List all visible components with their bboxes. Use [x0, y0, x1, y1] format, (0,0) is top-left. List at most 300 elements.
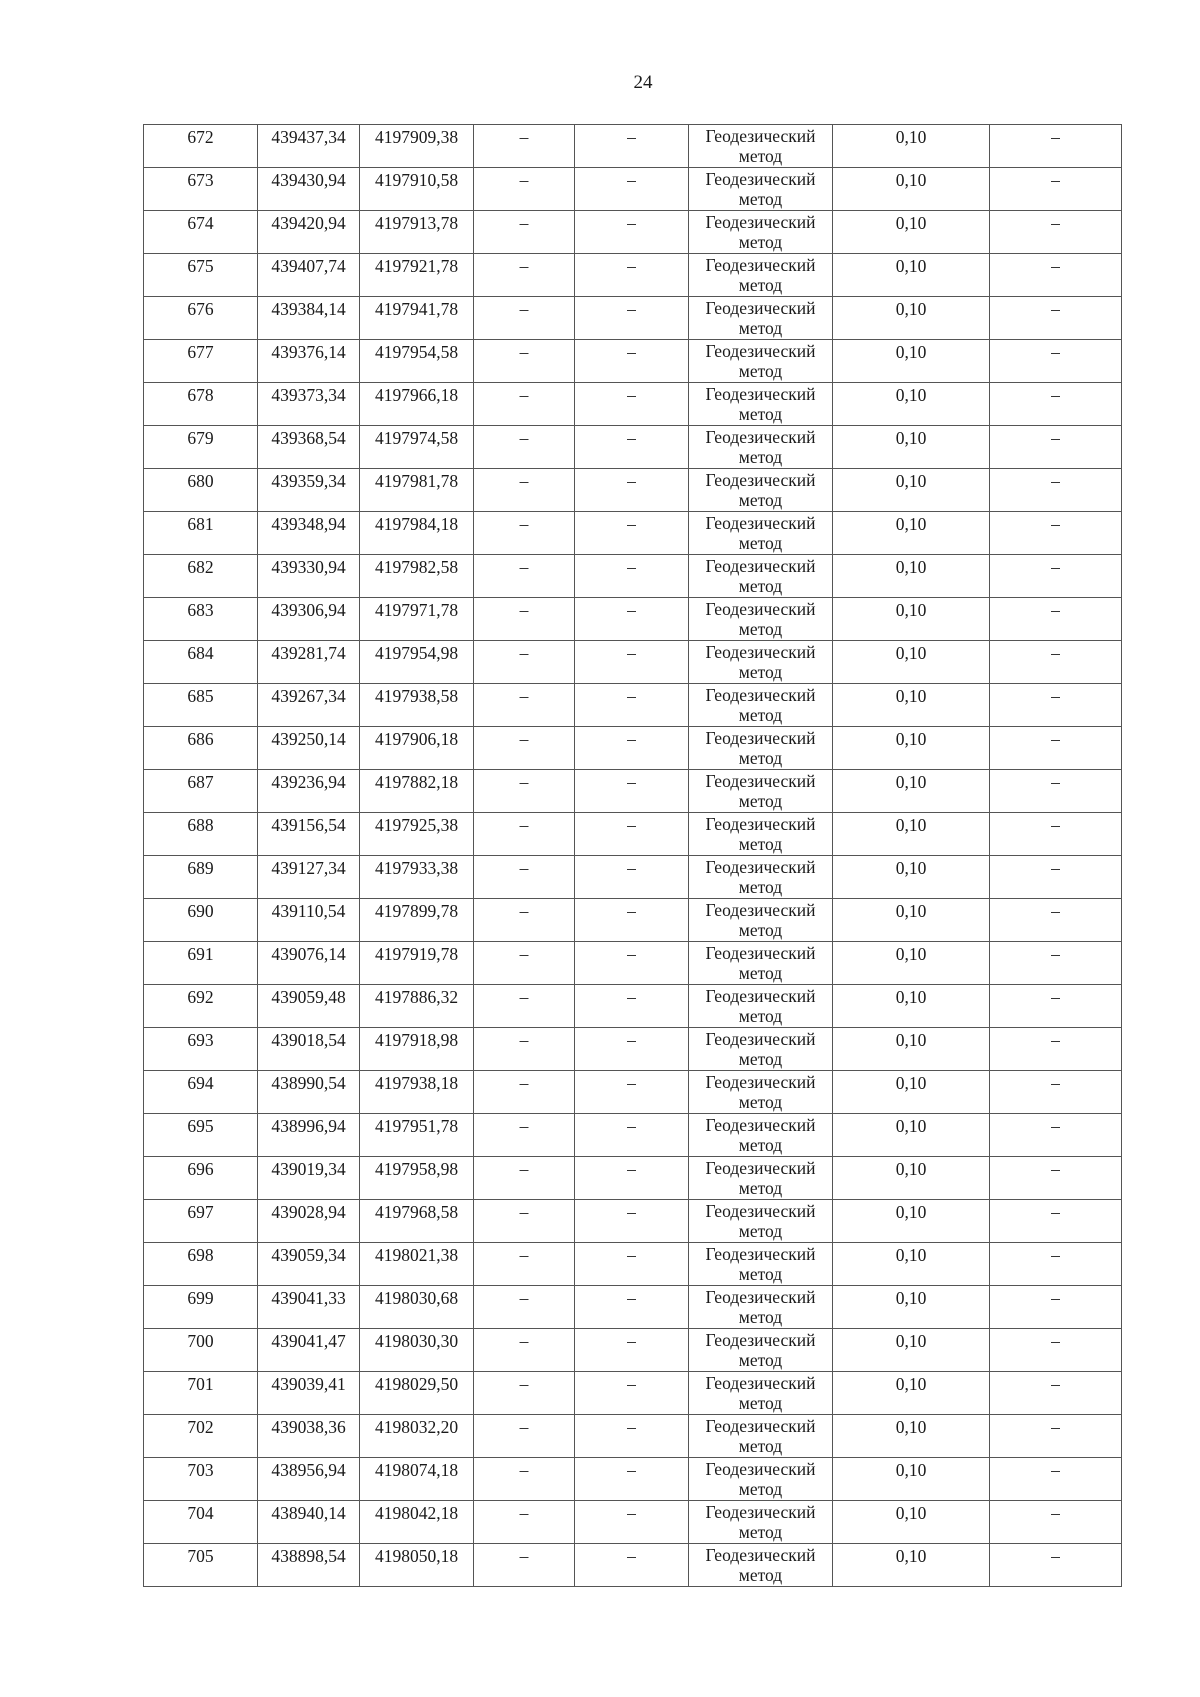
- dash-cell-text: –: [627, 170, 636, 190]
- point-number-cell: [144, 684, 258, 727]
- method-cell: [689, 168, 833, 211]
- method-cell-text: Геодезический метод: [705, 1287, 816, 1327]
- dash-cell: [474, 598, 575, 641]
- x-coordinate-cell: [258, 512, 360, 555]
- dash-cell-text: –: [1051, 1245, 1060, 1265]
- dash-cell: [575, 985, 689, 1028]
- method-cell: [689, 1028, 833, 1071]
- point-number-cell: [144, 1157, 258, 1200]
- accuracy-cell: [833, 1200, 990, 1243]
- dash-cell: [575, 125, 689, 168]
- point-number-cell: [144, 297, 258, 340]
- dash-cell-text: –: [627, 385, 636, 405]
- x-coordinate-cell: [258, 1286, 360, 1329]
- accuracy-cell-text: 0,10: [895, 1116, 927, 1136]
- x-coordinate-cell: [258, 469, 360, 512]
- point-number-cell-text: 696: [187, 1159, 214, 1179]
- method-cell-text: Геодезический метод: [705, 1244, 816, 1284]
- dash-cell: [575, 1329, 689, 1372]
- y-coordinate-cell-text: 4197958,98: [374, 1159, 459, 1179]
- y-coordinate-cell: [360, 1157, 474, 1200]
- x-coordinate-cell: [258, 555, 360, 598]
- dash-cell-text: –: [519, 1460, 529, 1480]
- x-coordinate-cell: [258, 770, 360, 813]
- point-number-cell-text: 684: [187, 643, 214, 663]
- point-number-cell: [144, 340, 258, 383]
- accuracy-cell: [833, 598, 990, 641]
- accuracy-cell: [833, 1415, 990, 1458]
- dash-cell: [990, 856, 1122, 899]
- dash-cell-text: –: [1051, 1073, 1060, 1093]
- dash-cell: [474, 340, 575, 383]
- dash-cell-text: –: [519, 1331, 529, 1351]
- point-number-cell-text: 673: [187, 170, 214, 190]
- point-number-cell: [144, 1415, 258, 1458]
- point-number-cell-text: 680: [187, 471, 214, 491]
- dash-cell: [990, 168, 1122, 211]
- x-coordinate-cell: [258, 254, 360, 297]
- dash-cell-text: –: [519, 1288, 529, 1308]
- dash-cell: [575, 426, 689, 469]
- y-coordinate-cell: [360, 1544, 474, 1587]
- accuracy-cell-text: 0,10: [895, 127, 927, 147]
- x-coordinate-cell: [258, 1200, 360, 1243]
- dash-cell-text: –: [627, 944, 636, 964]
- accuracy-cell: [833, 426, 990, 469]
- accuracy-cell: [833, 469, 990, 512]
- x-coordinate-cell-text: 439028,94: [271, 1202, 346, 1222]
- x-coordinate-cell: [258, 426, 360, 469]
- method-cell-text: Геодезический метод: [705, 728, 816, 768]
- table-row: [144, 1329, 1122, 1372]
- dash-cell: [575, 512, 689, 555]
- y-coordinate-cell: [360, 383, 474, 426]
- x-coordinate-cell: [258, 125, 360, 168]
- y-coordinate-cell: [360, 254, 474, 297]
- point-number-cell-text: 693: [187, 1030, 214, 1050]
- method-cell: [689, 1544, 833, 1587]
- y-coordinate-cell: [360, 641, 474, 684]
- dash-cell: [990, 727, 1122, 770]
- point-number-cell-text: 679: [187, 428, 214, 448]
- dash-cell-text: –: [519, 1245, 529, 1265]
- dash-cell-text: –: [1051, 471, 1060, 491]
- accuracy-cell-text: 0,10: [895, 643, 927, 663]
- dash-cell: [990, 426, 1122, 469]
- x-coordinate-cell-text: 438956,94: [271, 1460, 346, 1480]
- x-coordinate-cell: [258, 1243, 360, 1286]
- x-coordinate-cell-text: 439281,74: [271, 643, 346, 663]
- dash-cell-text: –: [519, 1374, 529, 1394]
- table-row: [144, 1243, 1122, 1286]
- accuracy-cell: [833, 555, 990, 598]
- x-coordinate-cell: [258, 1329, 360, 1372]
- dash-cell: [575, 211, 689, 254]
- y-coordinate-cell-text: 4198030,68: [374, 1288, 459, 1308]
- dash-cell-text: –: [1051, 342, 1060, 362]
- dash-cell-text: –: [627, 1546, 636, 1566]
- dash-cell-text: –: [1051, 815, 1060, 835]
- dash-cell: [575, 770, 689, 813]
- method-cell: [689, 1458, 833, 1501]
- accuracy-cell-text: 0,10: [895, 342, 927, 362]
- table-row: [144, 641, 1122, 684]
- point-number-cell: [144, 512, 258, 555]
- dash-cell: [990, 297, 1122, 340]
- table-body: [144, 125, 1122, 1587]
- point-number-cell-text: 703: [187, 1460, 214, 1480]
- x-coordinate-cell-text: 438898,54: [271, 1546, 346, 1566]
- dash-cell-text: –: [1051, 127, 1060, 147]
- dash-cell-text: –: [519, 729, 529, 749]
- point-number-cell: [144, 727, 258, 770]
- x-coordinate-cell-text: 439041,47: [271, 1331, 346, 1351]
- dash-cell: [474, 1501, 575, 1544]
- point-number-cell: [144, 469, 258, 512]
- y-coordinate-cell: [360, 985, 474, 1028]
- dash-cell: [575, 727, 689, 770]
- dash-cell-text: –: [1051, 1030, 1060, 1050]
- method-cell: [689, 512, 833, 555]
- dash-cell: [575, 1114, 689, 1157]
- dash-cell-text: –: [1051, 944, 1060, 964]
- dash-cell-text: –: [1051, 428, 1060, 448]
- dash-cell-text: –: [627, 901, 636, 921]
- y-coordinate-cell-text: 4197954,58: [374, 342, 459, 362]
- accuracy-cell-text: 0,10: [895, 772, 927, 792]
- dash-cell: [474, 1415, 575, 1458]
- point-number-cell: [144, 125, 258, 168]
- y-coordinate-cell: [360, 125, 474, 168]
- x-coordinate-cell: [258, 727, 360, 770]
- y-coordinate-cell-text: 4197910,58: [374, 170, 459, 190]
- accuracy-cell-text: 0,10: [895, 1202, 927, 1222]
- point-number-cell-text: 705: [187, 1546, 214, 1566]
- dash-cell-text: –: [1051, 1503, 1060, 1523]
- x-coordinate-cell-text: 439018,54: [271, 1030, 346, 1050]
- y-coordinate-cell-text: 4197954,98: [374, 643, 459, 663]
- y-coordinate-cell-text: 4197984,18: [374, 514, 459, 534]
- x-coordinate-cell: [258, 813, 360, 856]
- method-cell-text: Геодезический метод: [705, 1416, 816, 1456]
- method-cell-text: Геодезический метод: [705, 212, 816, 252]
- method-cell: [689, 1243, 833, 1286]
- point-number-cell: [144, 1243, 258, 1286]
- dash-cell: [990, 1028, 1122, 1071]
- y-coordinate-cell: [360, 1243, 474, 1286]
- x-coordinate-cell-text: 438940,14: [271, 1503, 346, 1523]
- accuracy-cell-text: 0,10: [895, 1245, 927, 1265]
- method-cell: [689, 254, 833, 297]
- y-coordinate-cell: [360, 1329, 474, 1372]
- method-cell-text: Геодезический метод: [705, 1072, 816, 1112]
- table-row: [144, 297, 1122, 340]
- point-number-cell: [144, 598, 258, 641]
- dash-cell: [990, 1200, 1122, 1243]
- x-coordinate-cell-text: 439437,34: [271, 127, 346, 147]
- y-coordinate-cell-text: 4198032,20: [374, 1417, 459, 1437]
- accuracy-cell: [833, 297, 990, 340]
- accuracy-cell: [833, 641, 990, 684]
- accuracy-cell-text: 0,10: [895, 987, 927, 1007]
- method-cell: [689, 684, 833, 727]
- dash-cell: [575, 813, 689, 856]
- method-cell-text: Геодезический метод: [705, 1502, 816, 1542]
- x-coordinate-cell: [258, 899, 360, 942]
- dash-cell: [575, 1501, 689, 1544]
- dash-cell-text: –: [1051, 299, 1060, 319]
- point-number-cell: [144, 1501, 258, 1544]
- dash-cell: [474, 125, 575, 168]
- dash-cell: [474, 383, 575, 426]
- dash-cell-text: –: [627, 772, 636, 792]
- y-coordinate-cell-text: 4197951,78: [374, 1116, 459, 1136]
- point-number-cell-text: 704: [187, 1503, 214, 1523]
- dash-cell-text: –: [1051, 729, 1060, 749]
- dash-cell: [575, 383, 689, 426]
- table-row: [144, 211, 1122, 254]
- y-coordinate-cell-text: 4197968,58: [374, 1202, 459, 1222]
- accuracy-cell: [833, 1071, 990, 1114]
- y-coordinate-cell-text: 4198042,18: [374, 1503, 459, 1523]
- accuracy-cell: [833, 1157, 990, 1200]
- point-number-cell: [144, 254, 258, 297]
- x-coordinate-cell-text: 439376,14: [271, 342, 346, 362]
- dash-cell: [990, 555, 1122, 598]
- method-cell: [689, 1501, 833, 1544]
- x-coordinate-cell: [258, 985, 360, 1028]
- dash-cell: [990, 340, 1122, 383]
- dash-cell-text: –: [1051, 1546, 1060, 1566]
- dash-cell-text: –: [627, 858, 636, 878]
- accuracy-cell: [833, 727, 990, 770]
- table-row: [144, 254, 1122, 297]
- dash-cell: [575, 254, 689, 297]
- point-number-cell: [144, 426, 258, 469]
- dash-cell: [990, 1372, 1122, 1415]
- method-cell: [689, 297, 833, 340]
- accuracy-cell-text: 0,10: [895, 901, 927, 921]
- y-coordinate-cell: [360, 211, 474, 254]
- y-coordinate-cell: [360, 512, 474, 555]
- point-number-cell-text: 699: [187, 1288, 214, 1308]
- dash-cell: [575, 1200, 689, 1243]
- dash-cell-text: –: [627, 1503, 636, 1523]
- dash-cell-text: –: [627, 1159, 636, 1179]
- dash-cell-text: –: [627, 256, 636, 276]
- accuracy-cell-text: 0,10: [895, 1546, 927, 1566]
- dash-cell-text: –: [627, 213, 636, 233]
- accuracy-cell-text: 0,10: [895, 170, 927, 190]
- dash-cell-text: –: [627, 557, 636, 577]
- method-cell-text: Геодезический метод: [705, 814, 816, 854]
- x-coordinate-cell-text: 439110,54: [271, 901, 346, 921]
- method-cell-text: Геодезический метод: [705, 1029, 816, 1069]
- y-coordinate-cell-text: 4197906,18: [374, 729, 459, 749]
- dash-cell-text: –: [627, 1202, 636, 1222]
- dash-cell: [990, 1415, 1122, 1458]
- dash-cell-text: –: [627, 1288, 636, 1308]
- point-number-cell-text: 685: [187, 686, 214, 706]
- accuracy-cell-text: 0,10: [895, 1288, 927, 1308]
- method-cell: [689, 1200, 833, 1243]
- dash-cell: [990, 512, 1122, 555]
- method-cell-text: Геодезический метод: [705, 513, 816, 553]
- point-number-cell: [144, 1372, 258, 1415]
- x-coordinate-cell: [258, 1501, 360, 1544]
- dash-cell: [575, 1372, 689, 1415]
- dash-cell: [990, 1157, 1122, 1200]
- dash-cell-text: –: [1051, 1202, 1060, 1222]
- dash-cell-text: –: [519, 1417, 529, 1437]
- table-row: [144, 684, 1122, 727]
- dash-cell: [474, 899, 575, 942]
- accuracy-cell-text: 0,10: [895, 1503, 927, 1523]
- method-cell-text: Геодезический метод: [705, 986, 816, 1026]
- accuracy-cell: [833, 813, 990, 856]
- point-number-cell-text: 692: [187, 987, 214, 1007]
- x-coordinate-cell-text: 439348,94: [271, 514, 346, 534]
- point-number-cell-text: 698: [187, 1245, 214, 1265]
- dash-cell: [474, 1286, 575, 1329]
- dash-cell: [990, 1544, 1122, 1587]
- accuracy-cell-text: 0,10: [895, 858, 927, 878]
- point-number-cell-text: 675: [187, 256, 214, 276]
- method-cell-text: Геодезический метод: [705, 857, 816, 897]
- dash-cell-text: –: [519, 944, 529, 964]
- dash-cell: [575, 1458, 689, 1501]
- method-cell: [689, 770, 833, 813]
- point-number-cell-text: 701: [187, 1374, 214, 1394]
- dash-cell: [990, 684, 1122, 727]
- method-cell-text: Геодезический метод: [705, 298, 816, 338]
- dash-cell-text: –: [1051, 643, 1060, 663]
- x-coordinate-cell-text: 439041,33: [271, 1288, 346, 1308]
- point-number-cell: [144, 1544, 258, 1587]
- x-coordinate-cell: [258, 1458, 360, 1501]
- accuracy-cell-text: 0,10: [895, 1331, 927, 1351]
- dash-cell: [990, 254, 1122, 297]
- y-coordinate-cell-text: 4197886,32: [374, 987, 459, 1007]
- dash-cell-text: –: [627, 686, 636, 706]
- dash-cell: [990, 1329, 1122, 1372]
- method-cell-text: Геодезический метод: [705, 642, 816, 682]
- point-number-cell: [144, 168, 258, 211]
- accuracy-cell-text: 0,10: [895, 729, 927, 749]
- accuracy-cell: [833, 168, 990, 211]
- method-cell: [689, 125, 833, 168]
- table-row: [144, 1372, 1122, 1415]
- dash-cell: [474, 297, 575, 340]
- y-coordinate-cell: [360, 168, 474, 211]
- dash-cell-text: –: [519, 1116, 529, 1136]
- method-cell-text: Геодезический метод: [705, 470, 816, 510]
- dash-cell: [575, 297, 689, 340]
- accuracy-cell-text: 0,10: [895, 1159, 927, 1179]
- method-cell-text: Геодезический метод: [705, 1373, 816, 1413]
- dash-cell: [474, 1329, 575, 1372]
- dash-cell: [474, 469, 575, 512]
- x-coordinate-cell: [258, 168, 360, 211]
- accuracy-cell-text: 0,10: [895, 1417, 927, 1437]
- y-coordinate-cell: [360, 469, 474, 512]
- dash-cell: [575, 1243, 689, 1286]
- dash-cell-text: –: [627, 471, 636, 491]
- x-coordinate-cell: [258, 641, 360, 684]
- dash-cell-text: –: [1051, 170, 1060, 190]
- dash-cell-text: –: [627, 815, 636, 835]
- method-cell: [689, 641, 833, 684]
- y-coordinate-cell-text: 4197933,38: [374, 858, 459, 878]
- y-coordinate-cell: [360, 1071, 474, 1114]
- dash-cell-text: –: [519, 1030, 529, 1050]
- x-coordinate-cell-text: 439236,94: [271, 772, 346, 792]
- x-coordinate-cell-text: 439250,14: [271, 729, 346, 749]
- x-coordinate-cell-text: 438990,54: [271, 1073, 346, 1093]
- accuracy-cell: [833, 770, 990, 813]
- accuracy-cell-text: 0,10: [895, 471, 927, 491]
- dash-cell-text: –: [519, 557, 529, 577]
- dash-cell-text: –: [1051, 1159, 1060, 1179]
- y-coordinate-cell-text: 4198021,38: [374, 1245, 459, 1265]
- x-coordinate-cell: [258, 211, 360, 254]
- x-coordinate-cell-text: 438996,94: [271, 1116, 346, 1136]
- dash-cell: [990, 598, 1122, 641]
- accuracy-cell-text: 0,10: [895, 1073, 927, 1093]
- point-number-cell-text: 678: [187, 385, 214, 405]
- y-coordinate-cell-text: 4197938,58: [374, 686, 459, 706]
- dash-cell: [474, 1200, 575, 1243]
- dash-cell-text: –: [1051, 1417, 1060, 1437]
- x-coordinate-cell-text: 439368,54: [271, 428, 346, 448]
- accuracy-cell-text: 0,10: [895, 514, 927, 534]
- method-cell: [689, 899, 833, 942]
- accuracy-cell: [833, 856, 990, 899]
- point-number-cell: [144, 1329, 258, 1372]
- dash-cell: [474, 512, 575, 555]
- method-cell-text: Геодезический метод: [705, 1158, 816, 1198]
- dash-cell: [575, 856, 689, 899]
- y-coordinate-cell: [360, 1415, 474, 1458]
- dash-cell-text: –: [1051, 213, 1060, 233]
- point-number-cell-text: 690: [187, 901, 214, 921]
- method-cell-text: Геодезический метод: [705, 556, 816, 596]
- table-row: [144, 168, 1122, 211]
- method-cell: [689, 1157, 833, 1200]
- y-coordinate-cell-text: 4197882,18: [374, 772, 459, 792]
- point-number-cell: [144, 641, 258, 684]
- x-coordinate-cell: [258, 297, 360, 340]
- dash-cell-text: –: [1051, 686, 1060, 706]
- dash-cell: [575, 469, 689, 512]
- dash-cell-text: –: [627, 1331, 636, 1351]
- accuracy-cell: [833, 684, 990, 727]
- accuracy-cell-text: 0,10: [895, 213, 927, 233]
- dash-cell-text: –: [519, 471, 529, 491]
- method-cell: [689, 211, 833, 254]
- y-coordinate-cell-text: 4198030,30: [374, 1331, 459, 1351]
- dash-cell-text: –: [627, 729, 636, 749]
- dash-cell-text: –: [1051, 987, 1060, 1007]
- table-row: [144, 1114, 1122, 1157]
- point-number-cell-text: 694: [187, 1073, 214, 1093]
- table-row: [144, 1501, 1122, 1544]
- accuracy-cell-text: 0,10: [895, 428, 927, 448]
- table-row: [144, 555, 1122, 598]
- table-row: [144, 598, 1122, 641]
- y-coordinate-cell: [360, 1286, 474, 1329]
- accuracy-cell: [833, 1329, 990, 1372]
